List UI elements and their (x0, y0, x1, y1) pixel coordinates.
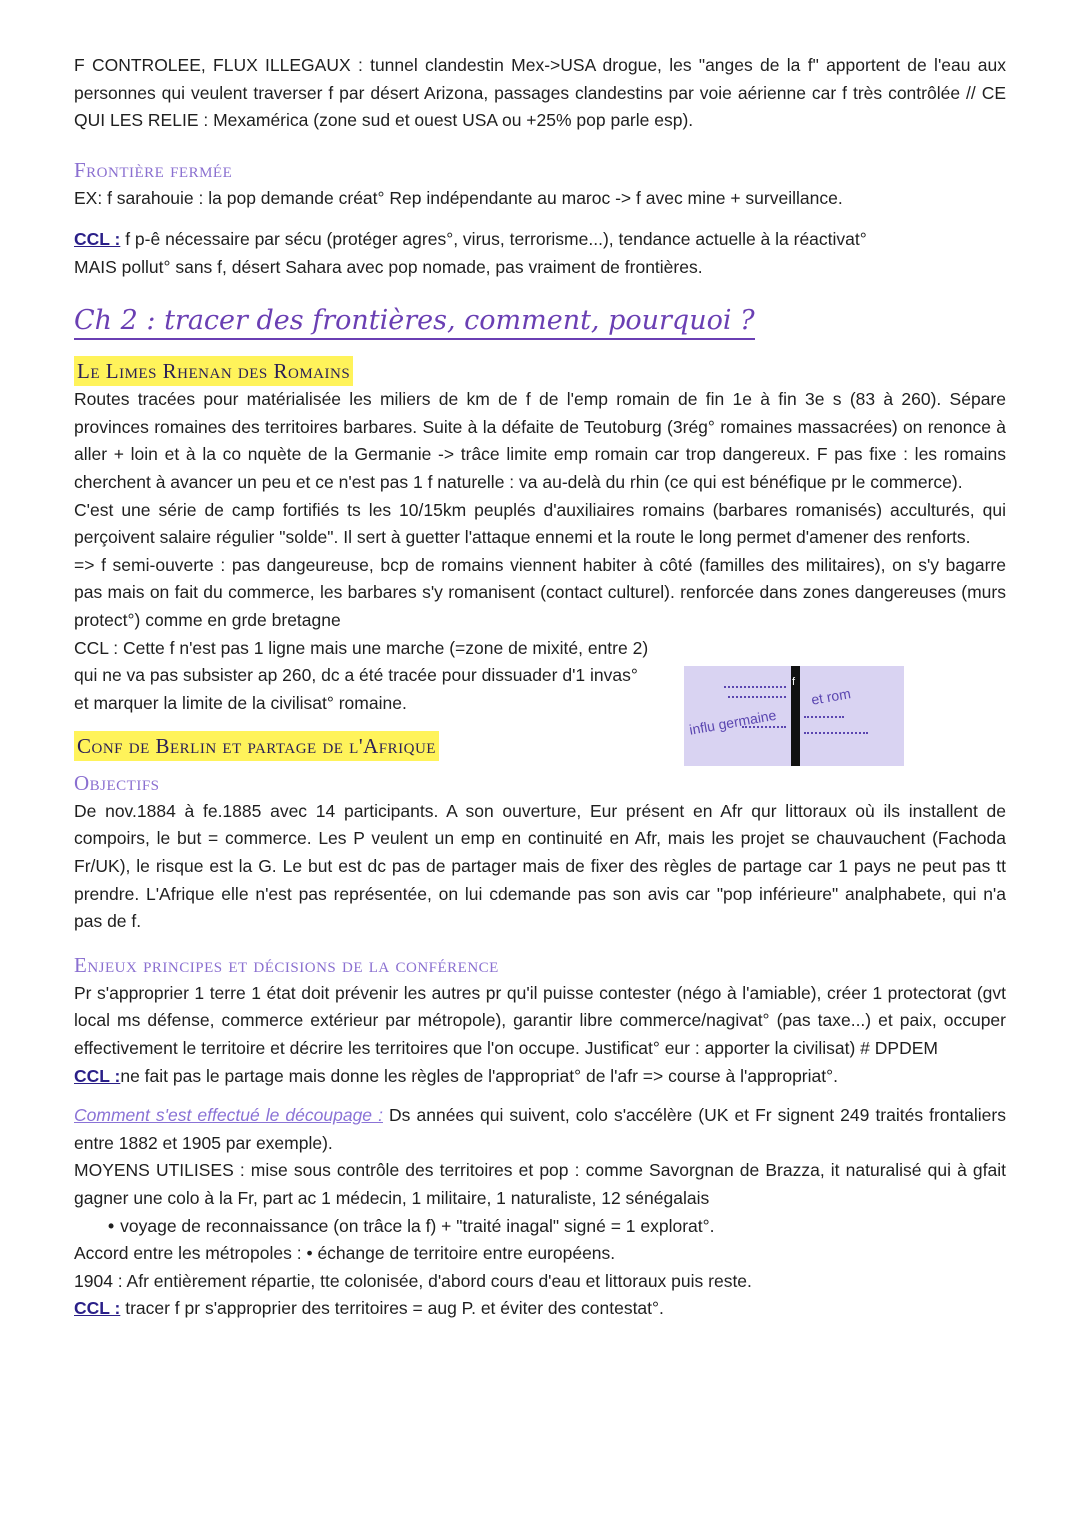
ccl-label: CCL : (74, 1298, 121, 1319)
ccl-text: f p-ê nécessaire par sécu (protéger agres°, virus, terrorisme...), tendance actuelle à la réactivat° (120, 229, 867, 250)
ccl-text: tracer f pr s'approprier des territoires = aug P. et éviter des contestat°. (120, 1298, 664, 1319)
bullet-icon: • (108, 1215, 115, 1236)
subsection-title-objectifs: Objectifs (74, 770, 160, 795)
roman-influence-label: et rom (810, 685, 852, 708)
year-1904-paragraph: 1904 : Afr entièrement répartie, tte colonisée, d'abord cours d'eau et littoraux puis reste. (74, 1270, 752, 1291)
limes-paragraph-1: Routes tracées pour matérialisée les miliers de km de f de l'emp romain de fin 1e à fin 3e s (83 à 260). Sépare provinces romaines des territoires barbares. Suite à la défaite de Teutoburg (3rég° romaines massacrées) on renonce à aller + loin et à la co nquète de la Germanie -> trâce limite emp romain car trop dangereux. F pas fixe : les romains cherchent à avancer un peu et ce n'est pas 1 f naturelle : va au-delà du rhin (ce qui est bénéfique pr le commerce). (74, 389, 1006, 492)
dotted-line (724, 686, 786, 688)
ccl-label: CCL : (74, 1065, 121, 1086)
section-title-limes: Le Limes Rhenan des Romains (74, 356, 353, 386)
dotted-line (804, 732, 868, 734)
limes-section (74, 350, 1006, 718)
frontier-sketch (684, 666, 904, 766)
accord-paragraph: Accord entre les métropoles : • échange de territoire entre européens. (74, 1243, 616, 1264)
limes-conclusion-1: CCL : Cette f n'est pas 1 ligne mais une marche (=zone de mixité, entre 2) (74, 637, 649, 658)
decoupage-label: Comment s'est effectué le découpage : (74, 1105, 383, 1126)
limes-paragraph-3: => f semi-ouverte : pas dangeureuse, bcp de romains viennent habiter à côté (familles des militaires), on s'y bagarre pas mais on fait du commerce, les barbares s'y romanisent (contact culturel). renforcée dans zones dangereuses (murs protect°) comme en grde bretagne (74, 554, 1006, 630)
frontiere-fermee-mais: MAIS pollut° sans f, désert Sahara avec pop nomade, pas vraiment de frontières. (74, 256, 703, 277)
section-title-frontiere-fermee: Frontière fermée (74, 157, 233, 182)
berlin-section (74, 725, 1006, 1323)
list-item (74, 1213, 1006, 1241)
chapter-title: Ch 2 : tracer des frontières, comment, pourquoi ? (74, 304, 755, 340)
berlin-paragraph-2: Pr s'approprier 1 terre 1 état doit prévenir les autres pr qu'il puisse contester (négo à l'amiable), créer 1 protectorat (gvt local ms défense, commerce extérieur par métropole), garantir libre commerce/nagivat° (pas taxe...) et paix, occuper effectivement le territoire et décrire les territoires que l'on occupe. Justificat° eur : apporter la civilisat) # DPDEM (74, 982, 1006, 1059)
berlin-final-conclusion (74, 1295, 1006, 1323)
frontiere-fermee-example: EX: f sarahouie : la pop demande créat° Rep indépendante au maroc -> f avec mine + surveillance. (74, 187, 843, 208)
decoupage-paragraph (74, 1102, 1006, 1157)
ccl-label: CCL : (74, 229, 121, 250)
limes-paragraph-2: C'est une série de camp fortifiés ts les 10/15km peuplés d'auxiliaires romains (barbares romanisés) acculturés, qui perçoivent salaire régulier "solde". Il sert à guetter l'attaque ennemi et la route le long permet d'amener des renforts. (74, 499, 1006, 548)
moyens-paragraph: MOYENS UTILISES : mise sous contrôle des territoires et pop : comme Savorgnan de Brazza, it naturalisé qui à gfait gagner une colo à la Fr, part ac 1 médecin, 1 militaire, 1 naturaliste, 12 sénégalais (74, 1160, 1006, 1208)
list-item-text: voyage de reconnaissance (on trâce la f) + "traité inagal" signé = 1 explorat°. (120, 1215, 715, 1236)
decoupage-text: Ds années qui suivent, colo s'accélère (UK et Fr signent 249 traités frontaliers entre 1882 et 1905 par exemple). (74, 1105, 1006, 1153)
limes-conclusion-3: et marquer la limite de la civilisat° romaine. (74, 692, 407, 713)
section-title-berlin: Conf de Berlin et partage de l'Afrique (74, 731, 439, 761)
subsection-title-enjeux: Enjeux principes et décisions de la conférence (74, 952, 499, 977)
berlin-paragraph-1: De nov.1884 à fe.1885 avec 14 participants. A son ouverture, Eur présent en Afr qur littoraux où ils installent de compoirs, le but = commerce. Les P veulent un emp en continuité en Afr, mais les projet se chauvauchent (Fachoda Fr/UK), le risque est la G. Le but est dc pas de partager mais de fixer des règles de partage car 1 pays ne peut pas tt prendre. L'Afrique elle n'est pas représentée, on lui cdemande pas son avis car "pop inférieure" analphabete, qui n'a pas de f. (74, 800, 1006, 932)
dotted-line (728, 696, 786, 698)
dotted-line (804, 716, 844, 718)
frontier-label: f (792, 676, 796, 688)
limes-conclusion-2: qui ne va pas subsister ap 260, dc a été tracée pour dissuader d'1 invas° (74, 665, 638, 686)
berlin-conclusion (74, 1063, 1006, 1091)
ccl-text: ne fait pas le partage mais donne les règles de l'appropriat° de l'afr => course à l'appropriat°. (120, 1065, 838, 1086)
intro-paragraph: F CONTROLEE, FLUX ILLEGAUX : tunnel clandestin Mex->USA drogue, les "anges de la f" apportent de l'eau aux personnes qui veulent traverser f par désert Arizona, passages clandestins par voie aérienne car f très contrôlée // CE QUI LES RELIE : Mexamérica (zone sud et ouest USA ou +25% pop parle esp). (74, 55, 1006, 131)
germanic-influence-label: influ germaine (688, 706, 778, 738)
frontiere-fermee-conclusion (74, 226, 1006, 254)
